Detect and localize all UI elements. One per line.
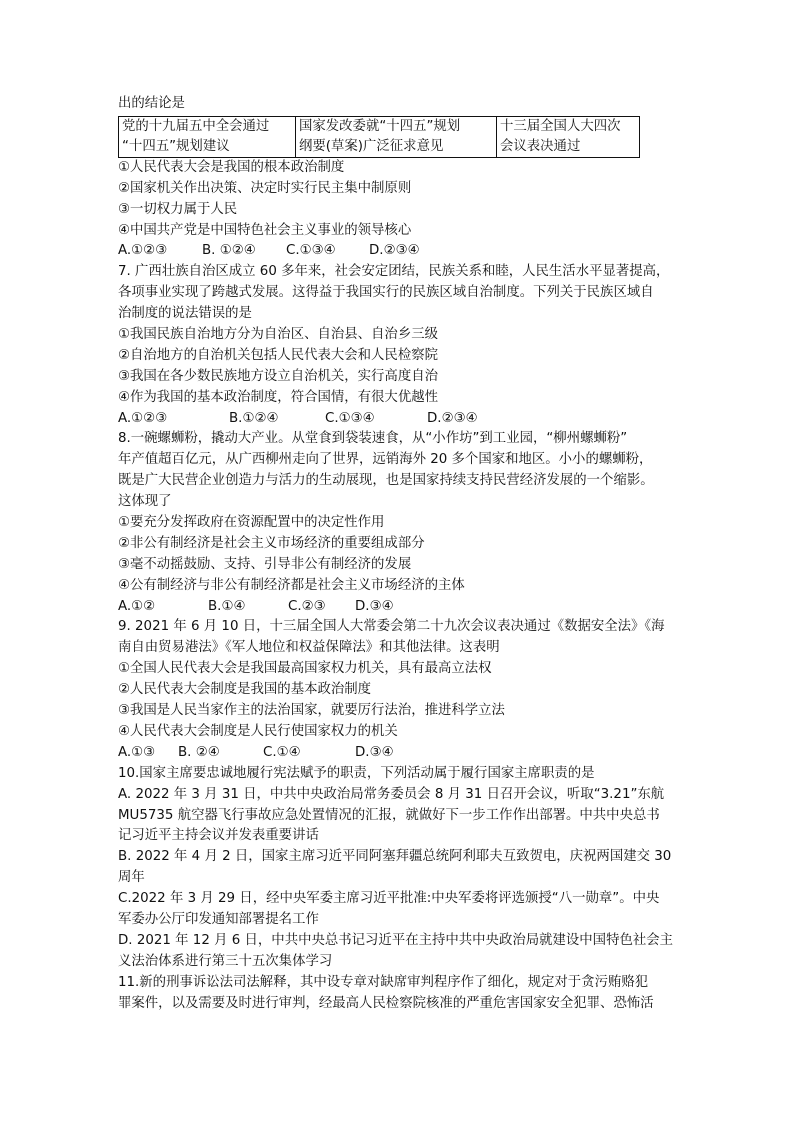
list-item: ④作为我国的基本政治制度，符合国情，有很大优越性 <box>118 389 438 405</box>
question-7-options <box>118 409 678 430</box>
question-8-options <box>118 597 678 618</box>
list-item: ②非公有制经济是社会主义市场经济的重要组成部分 <box>118 535 425 551</box>
option-d: D.②③④ <box>369 243 420 259</box>
choice-c-line: 军委办公厅印发通知部署提名工作 <box>118 911 319 927</box>
question-stem-line: 9. 2021 年 6 月 10 日，十三届全国人大常委会第二十九次会议表决通过《数据安全法》《海 <box>118 619 665 635</box>
question-stem-line: 各项事业实现了跨越式发展。这得益于我国实行的民族区域自治制度。下列关于民族区域自 <box>118 285 654 301</box>
question-stem-line: 既是广大民营企业创造力与活力的生动展现，也是国家持续支持民营经济发展的一个缩影。 <box>118 473 654 489</box>
process-table <box>118 116 640 158</box>
question-11 <box>118 973 678 1015</box>
list-item: ③一切权力属于人民 <box>118 201 238 217</box>
option-c: C.①④ <box>263 744 301 760</box>
choice-b-line: 周年 <box>118 870 145 886</box>
option-b: B.①④ <box>208 598 246 614</box>
choice-d-line: 义法治体系进行第三十五次集体学习 <box>118 953 333 969</box>
list-item: ①我国民族自治地方分为自治区、自治县、自治乡三级 <box>118 327 438 343</box>
list-item: ④公有制经济与非公有制经济都是社会主义市场经济的主体 <box>118 577 465 593</box>
question-10 <box>118 764 678 973</box>
choice-a-line: 记习近平主持会议并发表重要讲话 <box>118 828 319 844</box>
question-stem-line: 治制度的说法错误的是 <box>118 306 252 322</box>
list-item: ④人民代表大会制度是人民行使国家权力的机关 <box>118 723 398 739</box>
option-d: D.②③④ <box>427 410 478 426</box>
list-item: ③我国是人民当家作主的法治国家，就要厉行法治，推进科学立法 <box>118 703 505 719</box>
question-8 <box>118 429 678 617</box>
choice-a-line: MU5735 航空器飞行事故应急处置情况的汇报，就做好下一步工作作出部署。中共中央总书 <box>118 807 660 823</box>
option-c: C.①③④ <box>286 243 336 259</box>
table-cell: 十三届全国人大四次 会议表决通过 <box>497 116 640 157</box>
question-7 <box>118 262 678 429</box>
list-item: ①人民代表大会是我国的根本政治制度 <box>118 159 345 175</box>
question-9-options <box>118 743 678 764</box>
list-item: ④中国共产党是中国特色社会主义事业的领导核心 <box>118 222 412 238</box>
choice-a-line: A. 2022 年 3 月 31 日，中共中央政治局常务委员会 8 月 31 日召开会议，听取“3.21”东航 <box>118 786 665 802</box>
list-item: ②人民代表大会制度是我国的基本政治制度 <box>118 682 372 698</box>
choice-b-line: B. 2022 年 4 月 2 日，国家主席习近平同阿塞拜疆总统阿利耶夫互致贺电，庆祝两国建交 30 <box>118 849 672 865</box>
list-item: ①全国人民代表大会是我国最高国家权力机关，具有最高立法权 <box>118 661 492 677</box>
list-item: ②国家机关作出决策、决定时实行民主集中制原则 <box>118 180 412 196</box>
option-c: C.②③ <box>288 598 326 614</box>
option-d: D.③④ <box>355 598 394 614</box>
question-stem-line: 罪案件，以及需要及时进行审判，经最高人民检察院核准的严重危害国家安全犯罪、恐怖活 <box>118 995 654 1011</box>
choice-c-line: C.2022 年 3 月 29 日，经中央军委主席习近平批准:中央军委将评选颁授“八一勋章”。中央 <box>118 891 660 907</box>
option-b: B. ②④ <box>178 744 220 760</box>
exam-page <box>118 94 678 1014</box>
list-item: ①要充分发挥政府在资源配置中的决定性作用 <box>118 515 385 531</box>
list-item: ②自治地方的自治机关包括人民代表大会和人民检察院 <box>118 347 438 363</box>
question-6-items <box>118 158 678 242</box>
option-a: A.①② <box>118 598 156 614</box>
table-cell: 党的十九届五中全会通过 “十四五”规划建议 <box>119 116 296 157</box>
list-item: ③毫不动摇鼓励、支持、引导非公有制经济的发展 <box>118 556 412 572</box>
question-stem-line: 这体现了 <box>118 494 172 510</box>
list-item: ③我国在各少数民族地方设立自治机关，实行高度自治 <box>118 368 438 384</box>
question-stem-line: 南自由贸易港法》《军人地位和权益保障法》和其他法律。这表明 <box>118 640 500 656</box>
choice-d-line: D. 2021 年 12 月 6 日，中共中央总书记习近平在主持中共中央政治局就建设中国特色社会主 <box>118 932 674 948</box>
question-stem-line: 10.国家主席要忠诚地履行宪法赋予的职责，下列活动属于履行国家主席职责的是 <box>118 765 595 781</box>
option-b: B.①②④ <box>229 410 279 426</box>
option-a: A.①②③ <box>118 410 168 426</box>
question-6-stem-tail: 出的结论是 <box>118 96 185 111</box>
option-a: A.①③ <box>118 744 156 760</box>
option-a: A.①②③ <box>118 243 168 259</box>
option-b: B. ①②④ <box>202 243 256 259</box>
question-stem-line: 年产值超百亿元，从广西柳州走向了世界，远销海外 20 多个国家和地区。小小的螺蛳粉， <box>118 452 653 468</box>
question-6-options <box>118 241 678 262</box>
question-stem-line: 11.新的刑事诉讼法司法解释，其中设专章对缺席审判程序作了细化，规定对于贪污贿赂犯 <box>118 974 649 990</box>
option-c: C.①③④ <box>325 410 375 426</box>
question-9 <box>118 617 678 763</box>
question-stem-line: 7. 广西壮族自治区成立 60 多年来，社会安定团结，民族关系和睦，人民生活水平显著提高， <box>118 264 670 280</box>
question-stem-line: 8.一碗螺蛳粉，撬动大产业。从堂食到袋装速食，从“小作坊”到工业园，“柳州螺蛳粉” <box>118 431 628 447</box>
table-cell: 国家发改委就“十四五”规划 纲要(草案)广泛征求意见 <box>296 116 497 157</box>
option-d: D.③④ <box>355 744 394 760</box>
